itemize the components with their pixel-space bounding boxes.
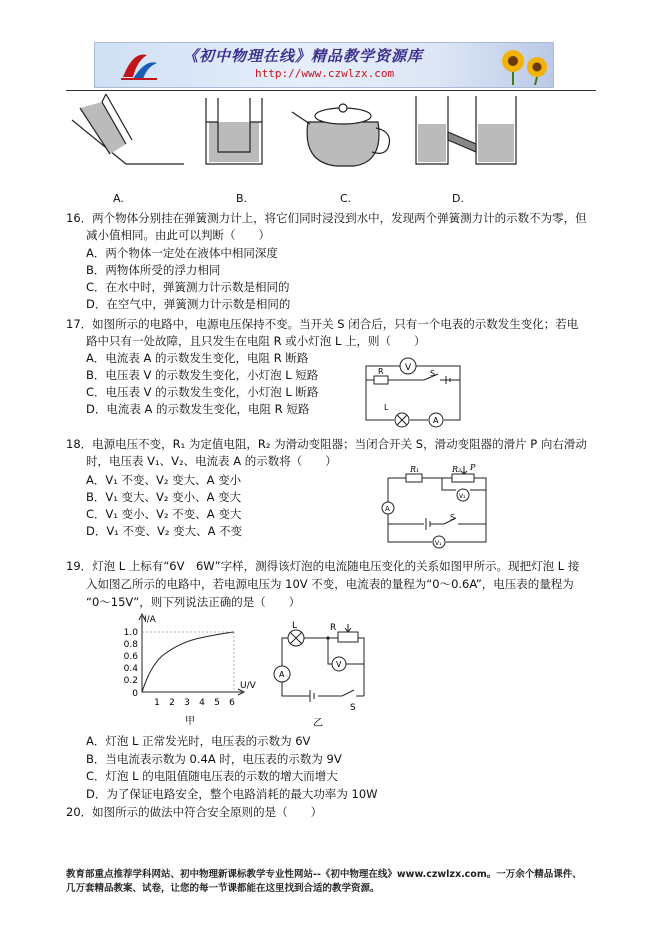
q17-circuit-l: L — [384, 403, 389, 412]
q18-stem-line1: 18．电源电压不变，R₁ 为定值电阻，R₂ 为滑动变阻器；当闭合开关 S，滑动变阻器的滑片 P 向右滑动 — [66, 437, 587, 451]
q18-circuit-diagram — [378, 462, 498, 552]
q17-option-b: B．电压表 V 的示数发生变化，小灯泡 L 短路 — [86, 368, 319, 382]
q17-stem-line1: 17．如图所示的电路中，电源电压保持不变。当开关 S 闭合后，只有一个电表的示数发生变化；若电 — [66, 317, 579, 331]
graph-caption: 甲 — [185, 716, 195, 727]
figure-b — [206, 98, 262, 164]
q18-circuit-v1: V₁ — [435, 540, 442, 547]
yi-circuit-r: R — [330, 623, 337, 633]
footer-line1: 教育部重点推荐学科网站、初中物理新课标教学专业性网站--《初中物理在线》www.czwlzx.com。一万余个精品课件、 — [66, 869, 582, 880]
graph-xlabel: U/V — [240, 681, 256, 691]
banner-title: 《初中物理在线》精品教学资源库 — [183, 47, 424, 65]
site-banner — [94, 42, 554, 88]
header-rule — [66, 90, 596, 91]
footer-line2: 几万套精品教案、试卷，让您的每一节课都能在这里找到合适的教学资源。 — [66, 883, 380, 894]
q18-option-c: C．V₁ 变小、V₂ 不变、A 变大 — [86, 507, 242, 521]
q19-stem-line1: 19．灯泡 L 上标有“6V 6W”字样，测得该灯泡的电流随电压变化的关系如图甲所示。现把灯泡 L 接 — [66, 559, 580, 573]
graph-xtick: 2 — [169, 698, 175, 708]
q15-label-c: C. — [340, 192, 352, 205]
yi-circuit-v: V — [336, 660, 342, 669]
q17-option-d: D．电流表 A 的示数发生变化，电阻 R 短路 — [86, 402, 310, 416]
q17-circuit-diagram — [362, 354, 466, 428]
banner-url[interactable]: http://www.czwlzx.com — [255, 67, 395, 80]
q20-stem: 20．如图所示的做法中符合安全原则的是（ ） — [66, 805, 323, 819]
q19-stem-line2: 入如图乙所示的电路中，若电源电压为 10V 不变，电流表的量程为“0～0.6A”，电压表的量程为 — [86, 577, 574, 591]
q16-option-c: C．在水中时，弹簧测力计示数是相同的 — [86, 280, 290, 294]
q18-circuit-p: P — [470, 463, 476, 472]
q16-option-b: B．两物体所受的浮力相同 — [86, 263, 221, 277]
q18-circuit-r2: R₂ — [452, 465, 462, 474]
graph-xtick: 4 — [199, 698, 205, 708]
graph-ytick: 0.6 — [123, 652, 138, 662]
graph-xtick: 1 — [154, 698, 160, 708]
q19-circuit-yi — [268, 618, 388, 728]
q16-option-a: A．两个物体一定处在液体中相同深度 — [86, 246, 278, 260]
graph-xtick: 5 — [214, 698, 220, 708]
q18-option-b: B．V₁ 变大、V₂ 变小、A 变大 — [86, 490, 242, 504]
q17-circuit-s: S — [430, 369, 436, 378]
q17-circuit-a: A — [433, 416, 439, 425]
q17-option-c: C．电压表 V 的示数发生变化，小灯泡 L 断路 — [86, 385, 319, 399]
q18-circuit-a: A — [385, 505, 390, 513]
figure-a — [72, 94, 184, 164]
q17-stem-line2: 路中只有一处故障，且只发生在电阻 R 或小灯泡 L 上，则（ ） — [86, 334, 426, 348]
q19-option-c: C．灯泡 L 的电阻值随电压表的示数的增大而增大 — [86, 769, 338, 783]
q17-circuit-r: R — [378, 367, 384, 376]
q17-option-a: A．电流表 A 的示数发生变化，电阻 R 断路 — [86, 351, 309, 365]
graph-ylabel: I/A — [144, 615, 156, 625]
q15-label-b: B. — [236, 192, 248, 205]
graph-ytick: 0.4 — [123, 664, 138, 674]
graph-ytick: 0 — [132, 689, 138, 699]
q17-circuit-v: V — [405, 363, 412, 373]
sunflower-icon — [495, 45, 551, 85]
q16-option-d: D．在空气中，弹簧测力计示数是相同的 — [86, 297, 291, 311]
q16-stem-line2: 减小值相同。由此可以判断（ ） — [86, 228, 270, 242]
q18-option-a: A．V₁ 不变、V₂ 变大、A 变小 — [86, 473, 242, 487]
q18-circuit-s: S — [450, 513, 456, 522]
q15-figures — [66, 92, 536, 172]
graph-ytick: 0.8 — [123, 640, 138, 650]
graph-ytick: 0.2 — [123, 676, 138, 686]
yi-circuit-s: S — [350, 703, 356, 713]
q18-option-d: D．V₁ 不变、V₂ 变大、A 不变 — [86, 524, 243, 538]
graph-ytick: 1.0 — [123, 628, 138, 638]
q19-stem-line3: “0～15V”，则下列说法正确的是（ ） — [86, 595, 301, 609]
graph-xtick: 3 — [184, 698, 190, 708]
q18-circuit-v2: V₂ — [459, 493, 466, 500]
q18-circuit-r1: R₁ — [410, 465, 420, 474]
q19-option-b: B．当电流表示数为 0.4A 时，电压表的示数为 9V — [86, 752, 342, 766]
site-logo-icon — [119, 47, 159, 83]
q19-option-a: A．灯泡 L 正常发光时，电压表的示数为 6V — [86, 734, 311, 748]
q16-stem-line1: 16．两个物体分别挂在弹簧测力计上，将它们同时浸没到水中，发现两个弹簧测力计的示数不为零，但 — [66, 211, 587, 225]
graph-xtick: 6 — [229, 698, 235, 708]
figure-c — [292, 104, 390, 166]
yi-caption: 乙 — [313, 718, 323, 728]
q18-stem-line2: 时，电压表 V₁、V₂、电流表 A 的示数将（ ） — [86, 454, 337, 468]
yi-circuit-l: L — [292, 621, 298, 631]
q15-label-a: A. — [113, 192, 124, 205]
q19-graph-jia — [110, 612, 270, 728]
yi-circuit-a: A — [279, 670, 285, 679]
q15-label-d: D. — [452, 192, 464, 205]
q19-option-d: D．为了保证电路安全，整个电路消耗的最大功率为 10W — [86, 787, 378, 801]
figure-d — [416, 96, 516, 164]
